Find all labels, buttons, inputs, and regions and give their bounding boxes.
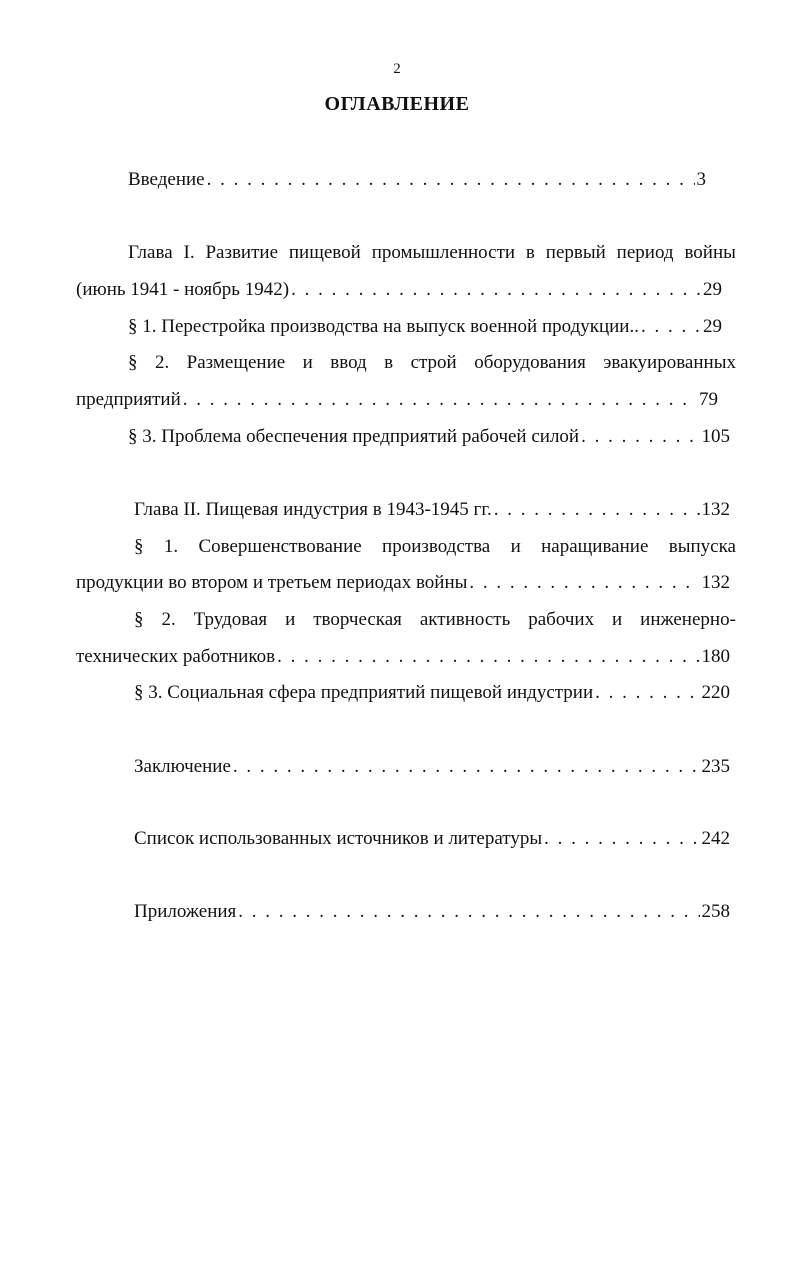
- leader-dots: [595, 679, 699, 707]
- word: и: [302, 352, 313, 373]
- word: и: [612, 609, 623, 630]
- leader-dots: [233, 753, 700, 781]
- toc-entry-ch2-s2[interactable]: [134, 606, 736, 634]
- word: активность: [419, 609, 511, 630]
- word: §: [128, 352, 138, 373]
- word: инженерно-: [640, 609, 736, 630]
- toc-entry-page: 235: [701, 756, 730, 777]
- word: строй: [410, 352, 457, 373]
- toc-entry-label: Глава II. Пищевая индустрия в 1943-1945 гг.: [134, 499, 492, 520]
- toc-entry-label: Приложения: [134, 901, 237, 922]
- word: в: [384, 352, 394, 373]
- leader-dots: [277, 643, 699, 671]
- word: наращивание: [541, 536, 649, 557]
- leader-dots: [641, 313, 701, 341]
- toc-entry-intro[interactable]: [128, 166, 706, 194]
- toc-entry-label: продукции во втором и третьем периодах войны: [76, 572, 468, 593]
- word: Развитие: [205, 242, 279, 263]
- toc-entry-label: технических работников: [76, 646, 276, 667]
- word: выпуска: [668, 536, 736, 557]
- word: творческая: [313, 609, 402, 630]
- leader-dots: [544, 825, 699, 853]
- toc-entry-ch1-s2[interactable]: [128, 349, 736, 377]
- toc-entry-page: 132: [701, 499, 730, 520]
- toc-entry-label: [134, 533, 736, 561]
- word: Совершенствование: [198, 536, 362, 557]
- chapter-1-heading-text: [128, 239, 736, 267]
- leader-dots: [469, 569, 699, 597]
- chapter-1-heading[interactable]: [128, 239, 736, 267]
- leader-dots: [207, 166, 695, 194]
- word: в: [525, 242, 535, 263]
- toc-entry-label: предприятий: [76, 389, 181, 410]
- word: Трудовая: [193, 609, 268, 630]
- word: §: [134, 609, 144, 630]
- toc-entry-ch2-s3[interactable]: [134, 679, 730, 707]
- word: §: [134, 536, 144, 557]
- toc-entry-ch1-s2-cont[interactable]: [76, 386, 718, 414]
- toc-entry-label: (июнь 1941 - ноябрь 1942): [76, 279, 290, 300]
- word: I.: [183, 242, 195, 263]
- toc-entry-conclusion[interactable]: [134, 753, 730, 781]
- toc-entry-page: 29: [703, 316, 722, 337]
- toc-entry-ch1-s3[interactable]: [128, 423, 730, 451]
- word: производства: [382, 536, 491, 557]
- leader-dots: [494, 496, 700, 524]
- word: рабочих: [528, 609, 595, 630]
- word: промышленности: [371, 242, 516, 263]
- toc-entry-label: Заключение: [134, 756, 231, 777]
- leader-dots: [581, 423, 699, 451]
- toc-entry-ch1-s1[interactable]: [128, 313, 722, 341]
- leader-dots: [291, 276, 701, 304]
- page-number: 2: [393, 61, 401, 77]
- word: первый: [545, 242, 606, 263]
- word: и: [510, 536, 521, 557]
- word: оборудования: [474, 352, 586, 373]
- word: войны: [684, 242, 736, 263]
- word: Размещение: [186, 352, 286, 373]
- toc-entry-page: 242: [701, 828, 730, 849]
- toc-entry-ch2-s2-cont[interactable]: [76, 643, 730, 671]
- toc-entry-page: 180: [701, 646, 730, 667]
- toc-entry-page: 3: [696, 169, 706, 190]
- toc-entry-page: 220: [701, 682, 730, 703]
- leader-dots: [238, 898, 699, 926]
- toc-entry-appendices[interactable]: [134, 898, 730, 926]
- leader-dots: [183, 386, 697, 414]
- word: 1.: [163, 536, 179, 557]
- toc-entry-label: § 3. Социальная сфера предприятий пищевой индустрии: [134, 682, 594, 703]
- word: 2.: [161, 609, 176, 630]
- toc-entry-label: § 3. Проблема обеспечения предприятий рабочей силой: [128, 426, 580, 447]
- word: ввод: [330, 352, 367, 373]
- toc-entry-label: [128, 349, 736, 377]
- word: пищевой: [288, 242, 361, 263]
- toc-entry-label: Введение: [128, 169, 205, 190]
- toc-entry-page: 79: [699, 389, 718, 410]
- word: период: [616, 242, 674, 263]
- toc-entry-label: Список использованных источников и литературы: [134, 828, 543, 849]
- toc-entry-ch2-s1-cont[interactable]: [76, 569, 730, 597]
- chapter-1-heading-cont[interactable]: [76, 276, 722, 304]
- toc-entry-label: [134, 606, 736, 634]
- toc-entry-page: 258: [701, 901, 730, 922]
- word: и: [285, 609, 296, 630]
- toc-entry-sources[interactable]: [134, 825, 730, 853]
- word: эвакуированных: [603, 352, 736, 373]
- toc-entry-page: 105: [701, 426, 730, 447]
- toc-entry-ch2-s1[interactable]: [134, 533, 736, 561]
- word: 2.: [154, 352, 170, 373]
- page-title: ОГЛАВЛЕНИЕ: [324, 93, 470, 115]
- chapter-2-heading[interactable]: [134, 496, 730, 524]
- toc-entry-page: 29: [703, 279, 722, 300]
- word: Глава: [128, 242, 173, 263]
- toc-entry-label: § 1. Перестройка производства на выпуск военной продукции..: [128, 316, 639, 337]
- toc-entry-page: 132: [701, 572, 730, 593]
